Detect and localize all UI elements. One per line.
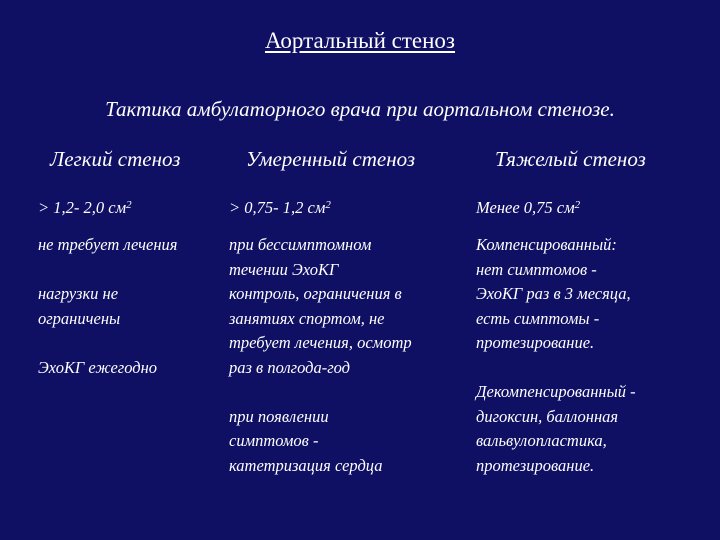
column-line: катетризация сердца — [229, 455, 383, 475]
column-line: ограничены — [38, 308, 121, 328]
column-line: есть симптомы - — [476, 308, 600, 328]
column-severe-text — [476, 233, 636, 478]
column-line: Компенсированный: — [476, 235, 617, 254]
column-line: дигоксин, баллонная — [476, 406, 619, 426]
column-line: нагрузки не — [38, 284, 119, 303]
column-mild-text — [38, 233, 177, 380]
column-line: Декомпенсированный - — [476, 382, 636, 401]
column-line — [476, 356, 636, 381]
column-line: при появлении — [229, 406, 329, 426]
column-line: вальвулопластика, — [476, 431, 607, 450]
area-moderate — [229, 198, 331, 218]
column-header-moderate: Умеренный стеноз — [246, 147, 416, 171]
area-mild-unit-power: 2 — [126, 199, 132, 211]
column-line — [38, 258, 177, 283]
column-line: контроль, ограничения в — [229, 284, 402, 303]
column-line: ЭхоКГ ежегодно — [38, 357, 158, 377]
column-line: ЭхоКГ раз в 3 месяца, — [476, 284, 631, 303]
page-subtitle: Тактика амбулаторного врача при аортальном стенозе. — [105, 97, 615, 121]
column-line — [229, 380, 412, 405]
column-header-mild: Легкий стеноз — [50, 147, 181, 171]
column-header-severe: Тяжелый стеноз — [495, 147, 646, 171]
column-line: занятиях спортом, не — [229, 308, 385, 328]
column-line: нет симптомов - — [476, 259, 597, 279]
column-moderate-text — [229, 233, 412, 478]
column-line — [38, 331, 177, 356]
area-moderate-value: > 0,75- 1,2 см — [229, 198, 326, 217]
column-line: при бессимптомном — [229, 235, 372, 254]
column-line: требует лечения, осмотр — [229, 333, 412, 352]
column-line: протезирование. — [476, 455, 595, 475]
area-mild — [38, 198, 132, 218]
column-line: течении ЭхоКГ — [229, 259, 339, 279]
area-mild-value: > 1,2- 2,0 см — [38, 198, 127, 217]
page-title: Аортальный стеноз — [264, 28, 456, 53]
area-moderate-unit-power: 2 — [325, 199, 331, 211]
area-severe-value: Менее 0,75 см — [476, 198, 575, 217]
area-severe — [476, 198, 580, 218]
column-line: симптомов - — [229, 431, 319, 450]
column-line: протезирование. — [476, 333, 595, 352]
column-line: не требует лечения — [38, 235, 178, 254]
area-severe-unit-power: 2 — [574, 199, 581, 211]
column-line: раз в полгода-год — [229, 357, 351, 377]
